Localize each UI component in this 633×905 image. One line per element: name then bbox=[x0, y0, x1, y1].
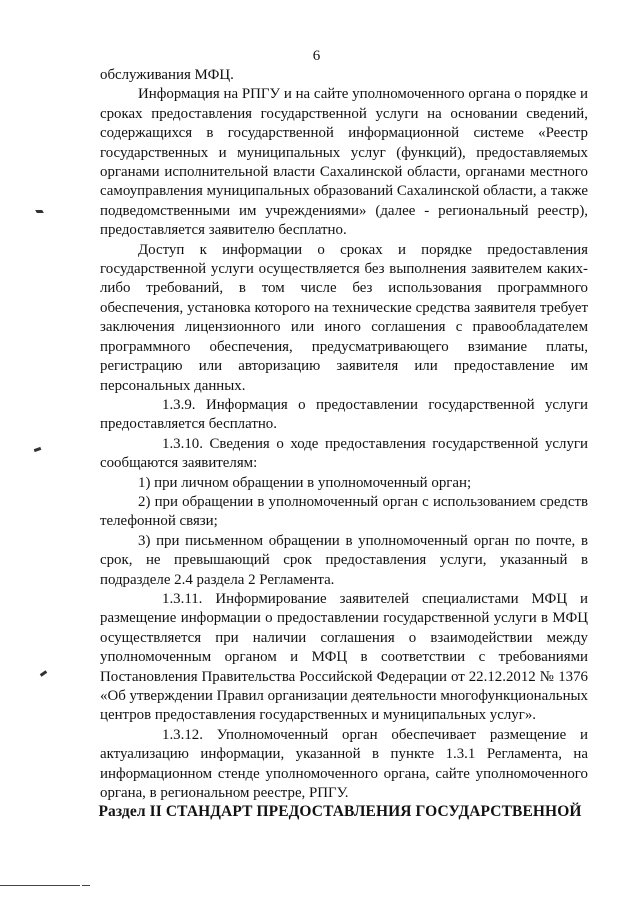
scan-mark bbox=[35, 210, 44, 213]
section-heading: Раздел II СТАНДАРТ ПРЕДОСТАВЛЕНИЯ ГОСУДАРСТВЕННОЙ bbox=[98, 803, 582, 820]
paragraph-1-3-11: 1.3.11. Информирование заявителей специалистами МФЦ и размещение информации о предоставлении государственной услуги в МФЦ осуществляется при наличии соглашения о взаимодействии между уполномоченным органом и МФЦ в соответствии с требованиями Постановления Правительства Российской Федерации от 22.12.2012 № 1376 «Об утверждении Правил организации деятельности многофункциональных центров предоставления государственных и муниципальных услуг». bbox=[100, 590, 588, 724]
list-item-2: 2) при обращении в уполномоченный орган с использованием средств телефонной связи; bbox=[100, 493, 588, 530]
paragraph-1-3-12: 1.3.12. Уполномоченный орган обеспечивает размещение и актуализацию информации, указанной в пункте 1.3.1 Регламента, на информационном стенде уполномоченного органа, сайте уполномоченного органа, в региональном реестре, РПГУ. bbox=[100, 726, 588, 802]
paragraph-continuation: обслуживания МФЦ. bbox=[100, 67, 234, 83]
paragraph-1-3-10: 1.3.10. Сведения о ходе предоставления государственной услуги сообщаются заявителям: bbox=[100, 435, 588, 472]
scan-mark bbox=[40, 670, 47, 676]
footer-rule bbox=[82, 885, 90, 886]
body-text bbox=[100, 66, 588, 803]
list-item-3: 3) при письменном обращении в уполномоченный орган по почте, в срок, не превышающий срок предоставления услуги, указанный в подразделе 2.4 раздела 2 Регламента. bbox=[100, 532, 588, 588]
list-item-1: 1) при личном обращении в уполномоченный орган; bbox=[138, 474, 472, 491]
paragraph-1-3-9: 1.3.9. Информация о предоставлении государственной услуги предоставляется бесплатно. bbox=[100, 396, 588, 433]
scan-mark bbox=[34, 447, 42, 452]
paragraph-rpgu-info: Информация на РПГУ и на сайте уполномоченного органа о порядке и сроках предоставления государственной услуги на основании сведений, содержащихся в государственной информационной системе «Реестр государственных и муниципальных услуг (функций), предоставляемых органами исполнительной власти Сахалинской области, органами местного самоуправления муниципальных образований Сахалинской области, а также подведомственными им учреждениями» (далее - региональный реестр), предоставляется заявителю бесплатно. bbox=[100, 86, 588, 239]
page-number: 6 bbox=[312, 48, 321, 64]
footer-rule bbox=[0, 885, 80, 886]
paragraph-access-info: Доступ к информации о сроках и порядке предоставления государственной услуги осуществляется без выполнения заявителем каких-либо требований, в том числе без использования программного обеспечения, установка которого на технические средства заявителя требует заключения лицензионного или иного соглашения с правообладателем программного обеспечения, предусматривающего взимание платы, регистрацию или авторизацию заявителя или предоставление им персональных данных. bbox=[100, 241, 588, 394]
